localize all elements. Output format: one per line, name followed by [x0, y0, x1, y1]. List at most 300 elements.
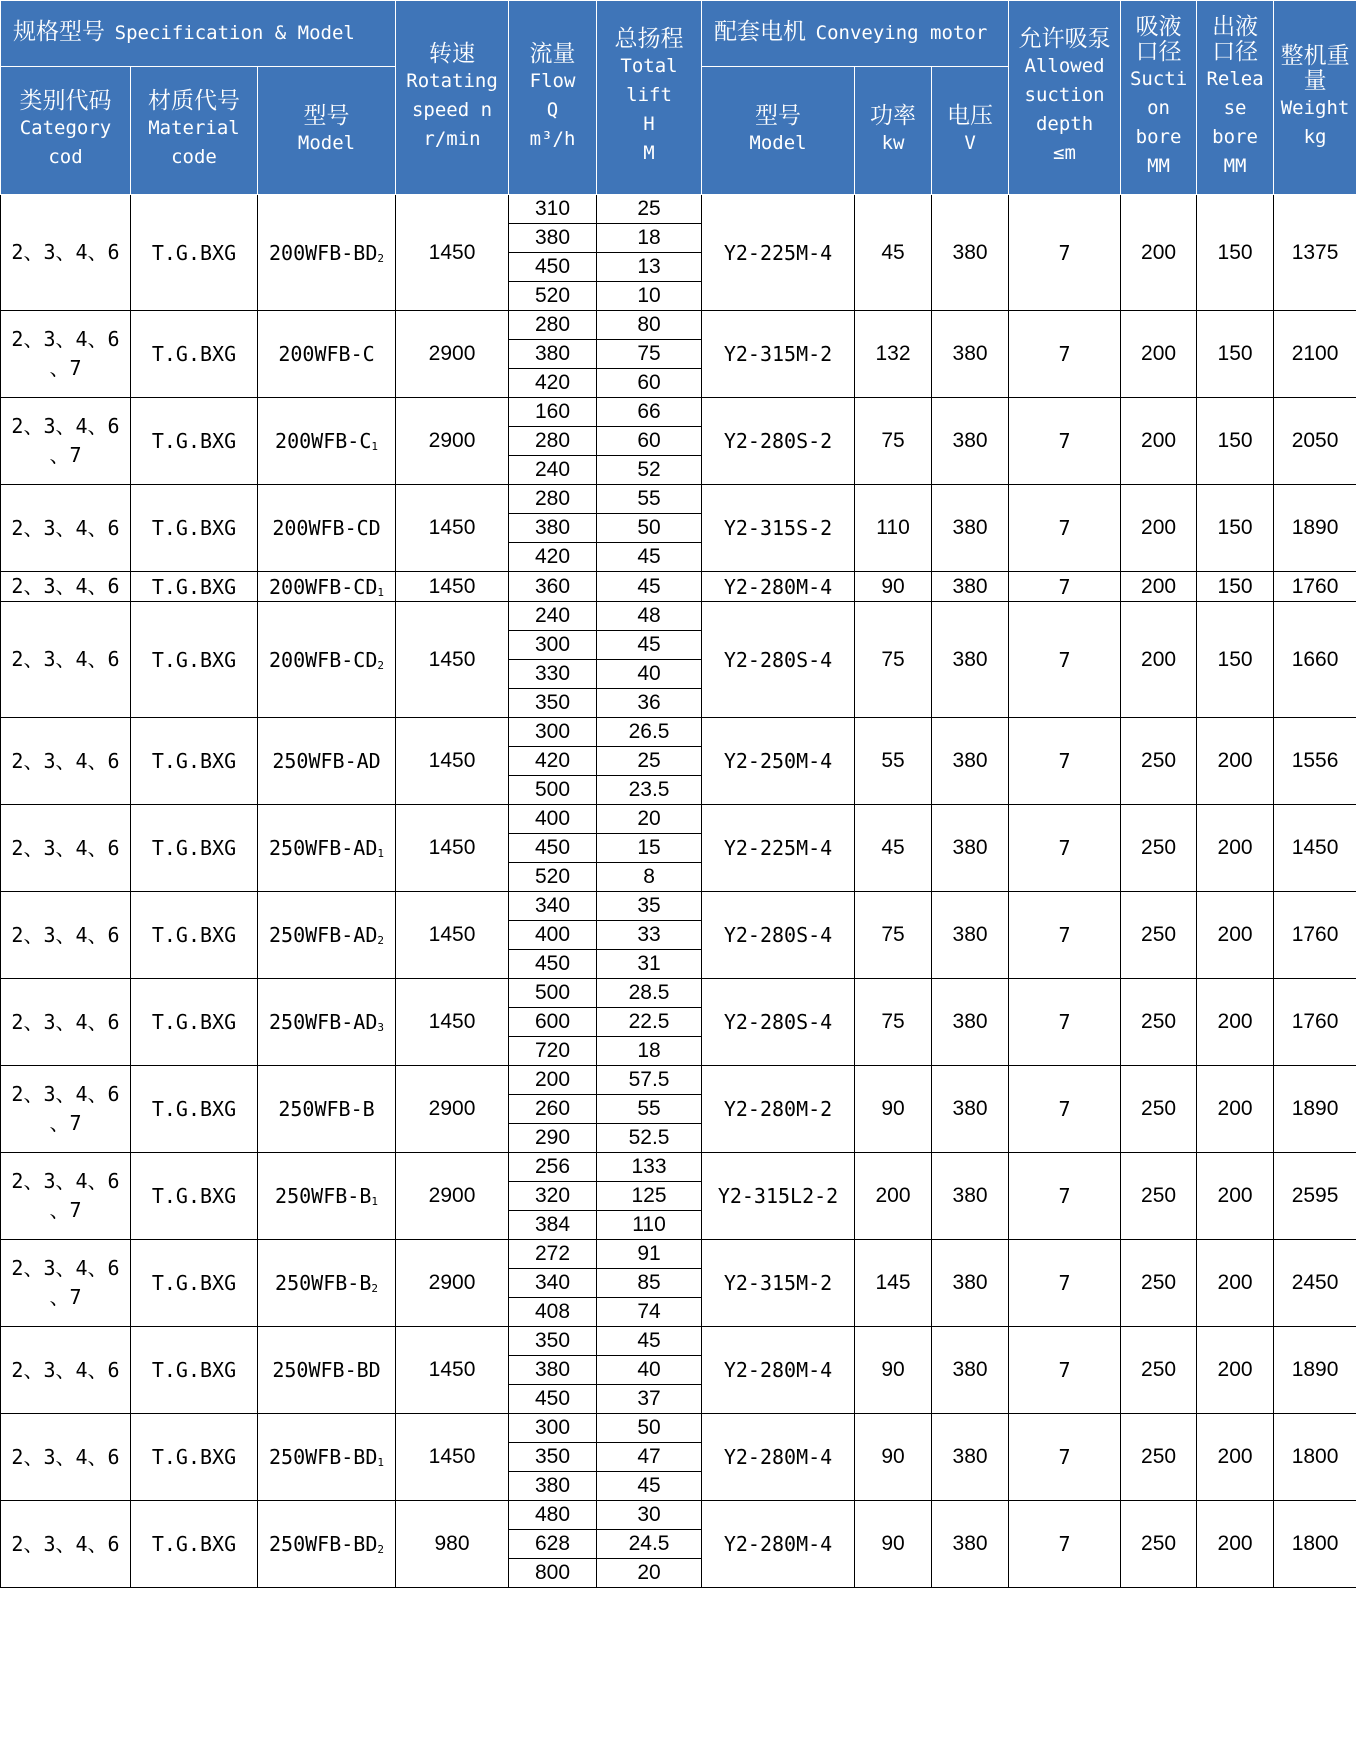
voltage-header-en: V	[964, 131, 976, 154]
lift-cell: 37	[597, 1385, 702, 1414]
flow-header-en1: Flow	[529, 69, 576, 92]
motor-model-cell: Y2-280M-4	[702, 1327, 855, 1414]
model-subscript: 2	[377, 251, 385, 265]
table-row	[1, 485, 1356, 514]
flow-header-en2: Q	[546, 98, 559, 121]
release-bore-cell: 200	[1197, 1327, 1274, 1414]
suction-bore-header-zh2: 口径	[1135, 38, 1182, 65]
category-code-cell	[1, 1327, 131, 1414]
weight-cell: 1890	[1274, 1327, 1356, 1414]
model-cell	[258, 805, 396, 892]
flow-header	[509, 1, 597, 195]
flow-cell: 450	[509, 1385, 597, 1414]
table-row	[1, 892, 1356, 921]
suction-bore-cell: 250	[1121, 805, 1197, 892]
category-code-cell	[1, 805, 131, 892]
model-name: 250WFB-AD	[269, 923, 378, 947]
voltage-cell: 380	[932, 572, 1009, 602]
flow-cell: 400	[509, 921, 597, 950]
flow-cell: 350	[509, 1443, 597, 1472]
speed-cell: 1450	[396, 572, 509, 602]
weight-cell: 1890	[1274, 485, 1356, 572]
motor-en: Conveying motor	[815, 22, 988, 44]
speed-cell: 2900	[396, 1240, 509, 1327]
lift-cell: 18	[597, 224, 702, 253]
speed-cell: 1450	[396, 805, 509, 892]
suction-bore-cell: 250	[1121, 1153, 1197, 1240]
lift-cell: 40	[597, 660, 702, 689]
speed-cell: 2900	[396, 398, 509, 485]
table-body	[1, 195, 1356, 1588]
suction-depth-header	[1009, 1, 1121, 195]
release-bore-header-zh1: 出液	[1212, 13, 1259, 40]
model-name: 200WFB-BD	[269, 240, 378, 265]
category-code-line: 、7	[49, 1111, 82, 1135]
flow-cell: 360	[509, 572, 597, 602]
lift-cell: 45	[597, 631, 702, 660]
lift-cell: 8	[597, 863, 702, 892]
suction-depth-cell: 7	[1009, 572, 1121, 602]
flow-cell: 500	[509, 979, 597, 1008]
category-code-line: 2、3、4、6	[11, 1082, 120, 1106]
motor-model-header-zh: 型号	[755, 102, 802, 129]
suction-bore-cell: 250	[1121, 892, 1197, 979]
suction-bore-cell: 200	[1121, 195, 1197, 311]
lift-cell: 15	[597, 834, 702, 863]
flow-cell: 384	[509, 1211, 597, 1240]
weight-header	[1274, 1, 1356, 195]
model-name: 200WFB-CD	[272, 516, 381, 540]
voltage-cell: 380	[932, 1066, 1009, 1153]
category-code-line: 2、3、4、6	[11, 1169, 120, 1193]
model-subscript: 1	[377, 585, 385, 599]
suction-depth-cell: 7	[1009, 1240, 1121, 1327]
power-header	[855, 67, 932, 195]
suction-depth-header-en4: ≤m	[1053, 142, 1076, 164]
table-row	[1, 311, 1356, 340]
motor-model-cell: Y2-250M-4	[702, 718, 855, 805]
category-code-line: 、7	[49, 356, 82, 380]
speed-cell: 980	[396, 1501, 509, 1588]
lift-cell: 26.5	[597, 718, 702, 747]
model-cell	[258, 1327, 396, 1414]
model-cell	[258, 195, 396, 311]
table-header	[1, 1, 1356, 195]
flow-cell: 520	[509, 863, 597, 892]
lift-cell: 50	[597, 1414, 702, 1443]
voltage-cell: 380	[932, 979, 1009, 1066]
table-row	[1, 1066, 1356, 1095]
category-code-line: 2、3、4、6	[11, 574, 120, 598]
motor-model-cell: Y2-225M-4	[702, 195, 855, 311]
flow-cell: 310	[509, 195, 597, 224]
lift-cell: 55	[597, 485, 702, 514]
suction-depth-cell: 7	[1009, 805, 1121, 892]
category-code-line: 2、3、4、6	[11, 414, 120, 438]
voltage-cell: 380	[932, 1501, 1009, 1588]
weight-header-en1: Weight	[1280, 96, 1350, 119]
voltage-cell: 380	[932, 1240, 1009, 1327]
motor-model-cell: Y2-225M-4	[702, 805, 855, 892]
material-code-cell: T.G.BXG	[131, 1414, 258, 1501]
speed-cell: 1450	[396, 602, 509, 718]
material-code-cell: T.G.BXG	[131, 979, 258, 1066]
material-code-cell: T.G.BXG	[131, 398, 258, 485]
model-subscript: 1	[377, 847, 385, 860]
speed-cell: 1450	[396, 718, 509, 805]
flow-cell: 450	[509, 950, 597, 979]
lift-cell: 36	[597, 689, 702, 718]
model-cell	[258, 1153, 396, 1240]
material-code-cell: T.G.BXG	[131, 572, 258, 602]
suction-bore-header-en2: on	[1147, 96, 1170, 119]
category-code-cell	[1, 892, 131, 979]
release-bore-header-zh2: 口径	[1212, 38, 1259, 65]
power-cell: 90	[855, 1501, 932, 1588]
weight-cell: 1760	[1274, 979, 1356, 1066]
release-bore-cell: 150	[1197, 195, 1274, 311]
suction-depth-header-en2: suction	[1024, 84, 1105, 106]
suction-bore-cell: 250	[1121, 1066, 1197, 1153]
lift-cell: 85	[597, 1269, 702, 1298]
speed-cell: 2900	[396, 1153, 509, 1240]
lift-cell: 110	[597, 1211, 702, 1240]
suction-bore-header-en4: MM	[1147, 154, 1170, 177]
flow-cell: 520	[509, 282, 597, 311]
model-cell	[258, 979, 396, 1066]
weight-header-zh2: 量	[1303, 67, 1327, 94]
voltage-cell: 380	[932, 195, 1009, 311]
motor-model-cell: Y2-280S-2	[702, 398, 855, 485]
flow-cell: 420	[509, 369, 597, 398]
voltage-cell: 380	[932, 1414, 1009, 1501]
material-code-cell: T.G.BXG	[131, 485, 258, 572]
suction-depth-cell: 7	[1009, 718, 1121, 805]
category-code-cell	[1, 398, 131, 485]
lift-header-zh: 总扬程	[614, 26, 684, 52]
material-header-en1: Material	[148, 117, 240, 139]
weight-header-en2: kg	[1303, 125, 1327, 148]
lift-cell: 28.5	[597, 979, 702, 1008]
weight-cell: 1890	[1274, 1066, 1356, 1153]
speed-cell: 1450	[396, 195, 509, 311]
motor-model-cell: Y2-315S-2	[702, 485, 855, 572]
speed-cell: 2900	[396, 311, 509, 398]
flow-cell: 350	[509, 689, 597, 718]
power-cell: 75	[855, 398, 932, 485]
material-code-cell: T.G.BXG	[131, 805, 258, 892]
material-code-cell: T.G.BXG	[131, 1501, 258, 1588]
model-header-zh: 型号	[303, 102, 350, 129]
lift-cell: 52	[597, 456, 702, 485]
flow-cell: 420	[509, 747, 597, 776]
release-bore-cell: 150	[1197, 485, 1274, 572]
model-name: 200WFB-CD	[269, 647, 378, 672]
category-header-zh: 类别代码	[19, 88, 112, 114]
lift-cell: 20	[597, 1559, 702, 1588]
table-row	[1, 979, 1356, 1008]
model-header-en: Model	[297, 131, 356, 154]
speed-cell: 2900	[396, 1066, 509, 1153]
voltage-cell: 380	[932, 1153, 1009, 1240]
speed-header-zh: 转速	[429, 40, 476, 67]
model-cell	[258, 1414, 396, 1501]
power-cell: 90	[855, 572, 932, 602]
model-name: 250WFB-BD	[269, 1445, 378, 1469]
lift-cell: 45	[597, 543, 702, 572]
category-header	[1, 67, 131, 195]
material-header	[131, 67, 258, 195]
lift-cell: 30	[597, 1501, 702, 1530]
suction-bore-cell: 250	[1121, 1501, 1197, 1588]
flow-cell: 420	[509, 543, 597, 572]
category-code-cell	[1, 1414, 131, 1501]
voltage-header-zh: 电压	[947, 102, 994, 129]
motor-model-cell: Y2-280M-4	[702, 572, 855, 602]
power-cell: 90	[855, 1414, 932, 1501]
power-cell: 75	[855, 602, 932, 718]
model-cell	[258, 485, 396, 572]
category-header-en1: Category	[19, 117, 112, 139]
lift-cell: 57.5	[597, 1066, 702, 1095]
model-name: 250WFB-B	[275, 1271, 372, 1295]
suction-depth-cell: 7	[1009, 1066, 1121, 1153]
category-code-cell	[1, 572, 131, 602]
motor-model-header-en: Model	[749, 131, 807, 154]
power-cell: 45	[855, 195, 932, 311]
model-name: 250WFB-AD	[269, 836, 378, 860]
category-code-cell	[1, 718, 131, 805]
model-name: 250WFB-B	[278, 1097, 375, 1121]
lift-cell: 80	[597, 311, 702, 340]
release-bore-header-en3: bore	[1212, 125, 1258, 148]
suction-bore-cell: 250	[1121, 979, 1197, 1066]
flow-cell: 380	[509, 1356, 597, 1385]
flow-cell: 450	[509, 253, 597, 282]
speed-cell: 1450	[396, 1414, 509, 1501]
release-bore-cell: 200	[1197, 1240, 1274, 1327]
flow-header-en3: m³/h	[529, 127, 576, 150]
speed-header-en1: Rotating	[406, 69, 498, 92]
flow-cell: 240	[509, 456, 597, 485]
release-bore-cell: 150	[1197, 602, 1274, 718]
flow-cell: 256	[509, 1153, 597, 1182]
model-cell	[258, 311, 396, 398]
lift-header-en2: lift	[626, 84, 672, 106]
speed-header-en3: r/min	[423, 127, 481, 150]
model-subscript: 1	[371, 440, 378, 453]
voltage-cell: 380	[932, 602, 1009, 718]
voltage-cell: 380	[932, 398, 1009, 485]
model-name: 200WFB-C	[275, 429, 372, 453]
motor-model-cell: Y2-280M-4	[702, 1414, 855, 1501]
model-subscript: 2	[377, 934, 385, 947]
model-cell	[258, 572, 396, 602]
spec-model-zh: 规格型号	[13, 19, 105, 45]
category-code-line: 2、3、4、6	[11, 327, 120, 351]
flow-cell: 330	[509, 660, 597, 689]
speed-header-en2: speed n	[411, 98, 493, 121]
table-row	[1, 1327, 1356, 1356]
flow-cell: 400	[509, 805, 597, 834]
release-bore-header-en1: Relea	[1206, 67, 1264, 90]
lift-cell: 125	[597, 1182, 702, 1211]
release-bore-cell: 200	[1197, 1153, 1274, 1240]
release-bore-cell: 200	[1197, 1066, 1274, 1153]
flow-cell: 628	[509, 1530, 597, 1559]
material-code-cell: T.G.BXG	[131, 1153, 258, 1240]
category-code-line: 2、3、4、6	[11, 1444, 120, 1469]
category-code-cell	[1, 195, 131, 311]
flow-cell: 280	[509, 485, 597, 514]
release-bore-header-en2: se	[1223, 96, 1247, 119]
motor-model-cell: Y2-315L2-2	[702, 1153, 855, 1240]
flow-cell: 380	[509, 1472, 597, 1501]
speed-cell: 1450	[396, 1327, 509, 1414]
lift-cell: 133	[597, 1153, 702, 1182]
speed-header	[396, 1, 509, 195]
lift-cell: 75	[597, 340, 702, 369]
suction-depth-cell: 7	[1009, 195, 1121, 311]
suction-bore-cell: 250	[1121, 1240, 1197, 1327]
flow-cell: 300	[509, 631, 597, 660]
speed-cell: 1450	[396, 485, 509, 572]
material-code-cell: T.G.BXG	[131, 1327, 258, 1414]
category-code-line: 、7	[49, 1285, 82, 1309]
table-row	[1, 572, 1356, 602]
table-row	[1, 1153, 1356, 1182]
flow-cell: 320	[509, 1182, 597, 1211]
model-cell	[258, 398, 396, 485]
voltage-cell: 380	[932, 892, 1009, 979]
release-bore-cell: 200	[1197, 1501, 1274, 1588]
material-code-cell: T.G.BXG	[131, 311, 258, 398]
power-header-en: kw	[881, 131, 905, 154]
table-row	[1, 1501, 1356, 1530]
voltage-cell: 380	[932, 1327, 1009, 1414]
flow-cell: 480	[509, 1501, 597, 1530]
suction-bore-cell: 200	[1121, 485, 1197, 572]
motor-model-cell: Y2-280S-4	[702, 892, 855, 979]
voltage-cell: 380	[932, 805, 1009, 892]
suction-bore-header	[1121, 1, 1197, 195]
lift-cell: 25	[597, 195, 702, 224]
weight-cell: 1760	[1274, 892, 1356, 979]
model-name: 200WFB-CD	[269, 574, 378, 599]
flow-cell: 380	[509, 340, 597, 369]
model-subscript: 3	[377, 1021, 385, 1034]
flow-cell: 600	[509, 1008, 597, 1037]
suction-depth-cell: 7	[1009, 892, 1121, 979]
release-bore-cell: 200	[1197, 805, 1274, 892]
release-bore-header-en4: MM	[1223, 154, 1247, 177]
release-bore-cell: 200	[1197, 892, 1274, 979]
weight-cell: 2050	[1274, 398, 1356, 485]
suction-bore-header-en1: Sucti	[1129, 67, 1188, 90]
release-bore-header	[1197, 1, 1274, 195]
motor-model-cell: Y2-280S-4	[702, 602, 855, 718]
weight-cell: 1450	[1274, 805, 1356, 892]
lift-cell: 66	[597, 398, 702, 427]
material-code-cell: T.G.BXG	[131, 195, 258, 311]
category-code-line: 2、3、4、6	[11, 515, 120, 540]
voltage-cell: 380	[932, 311, 1009, 398]
motor-model-cell: Y2-280S-4	[702, 979, 855, 1066]
suction-depth-cell: 7	[1009, 602, 1121, 718]
suction-depth-header-en3: depth	[1035, 113, 1094, 135]
model-cell	[258, 1066, 396, 1153]
flow-header-zh: 流量	[529, 40, 576, 67]
lift-cell: 60	[597, 369, 702, 398]
power-cell: 90	[855, 1066, 932, 1153]
release-bore-cell: 200	[1197, 979, 1274, 1066]
model-cell	[258, 718, 396, 805]
table-row	[1, 602, 1356, 631]
lift-cell: 52.5	[597, 1124, 702, 1153]
model-cell	[258, 892, 396, 979]
table-row	[1, 1240, 1356, 1269]
motor-zh: 配套电机	[714, 19, 807, 45]
suction-depth-cell: 7	[1009, 311, 1121, 398]
material-code-cell: T.G.BXG	[131, 1240, 258, 1327]
lift-cell: 45	[597, 1472, 702, 1501]
lift-header-en3: H	[643, 113, 655, 135]
suction-bore-cell: 250	[1121, 1327, 1197, 1414]
model-subscript: 2	[377, 1543, 385, 1556]
material-code-cell: T.G.BXG	[131, 892, 258, 979]
table-row	[1, 805, 1356, 834]
speed-cell: 1450	[396, 979, 509, 1066]
weight-cell: 1760	[1274, 572, 1356, 602]
lift-cell: 25	[597, 747, 702, 776]
weight-cell: 1800	[1274, 1414, 1356, 1501]
material-code-cell: T.G.BXG	[131, 718, 258, 805]
material-code-cell: T.G.BXG	[131, 1066, 258, 1153]
speed-cell: 1450	[396, 892, 509, 979]
release-bore-cell: 200	[1197, 718, 1274, 805]
voltage-cell: 380	[932, 718, 1009, 805]
model-name: 250WFB-B	[275, 1184, 372, 1208]
category-code-line: 2、3、4、6	[11, 1357, 120, 1382]
power-cell: 132	[855, 311, 932, 398]
lift-cell: 60	[597, 427, 702, 456]
lift-cell: 18	[597, 1037, 702, 1066]
motor-model-cell: Y2-315M-2	[702, 311, 855, 398]
category-code-line: 2、3、4、6	[11, 835, 120, 860]
suction-depth-cell: 7	[1009, 485, 1121, 572]
lift-cell: 47	[597, 1443, 702, 1472]
flow-cell: 280	[509, 311, 597, 340]
lift-cell: 31	[597, 950, 702, 979]
material-code-cell: T.G.BXG	[131, 602, 258, 718]
flow-cell: 290	[509, 1124, 597, 1153]
flow-cell: 350	[509, 1327, 597, 1356]
power-cell: 145	[855, 1240, 932, 1327]
weight-cell: 1556	[1274, 718, 1356, 805]
flow-cell: 450	[509, 834, 597, 863]
suction-depth-cell: 7	[1009, 1327, 1121, 1414]
flow-cell: 280	[509, 427, 597, 456]
lift-header-en4: M	[643, 142, 655, 164]
flow-cell: 380	[509, 514, 597, 543]
table-row	[1, 718, 1356, 747]
voltage-cell: 380	[932, 485, 1009, 572]
power-cell: 75	[855, 892, 932, 979]
lift-cell: 23.5	[597, 776, 702, 805]
lift-header-en1: Total	[620, 55, 678, 77]
category-code-line: 、7	[49, 1198, 82, 1222]
power-cell: 45	[855, 805, 932, 892]
